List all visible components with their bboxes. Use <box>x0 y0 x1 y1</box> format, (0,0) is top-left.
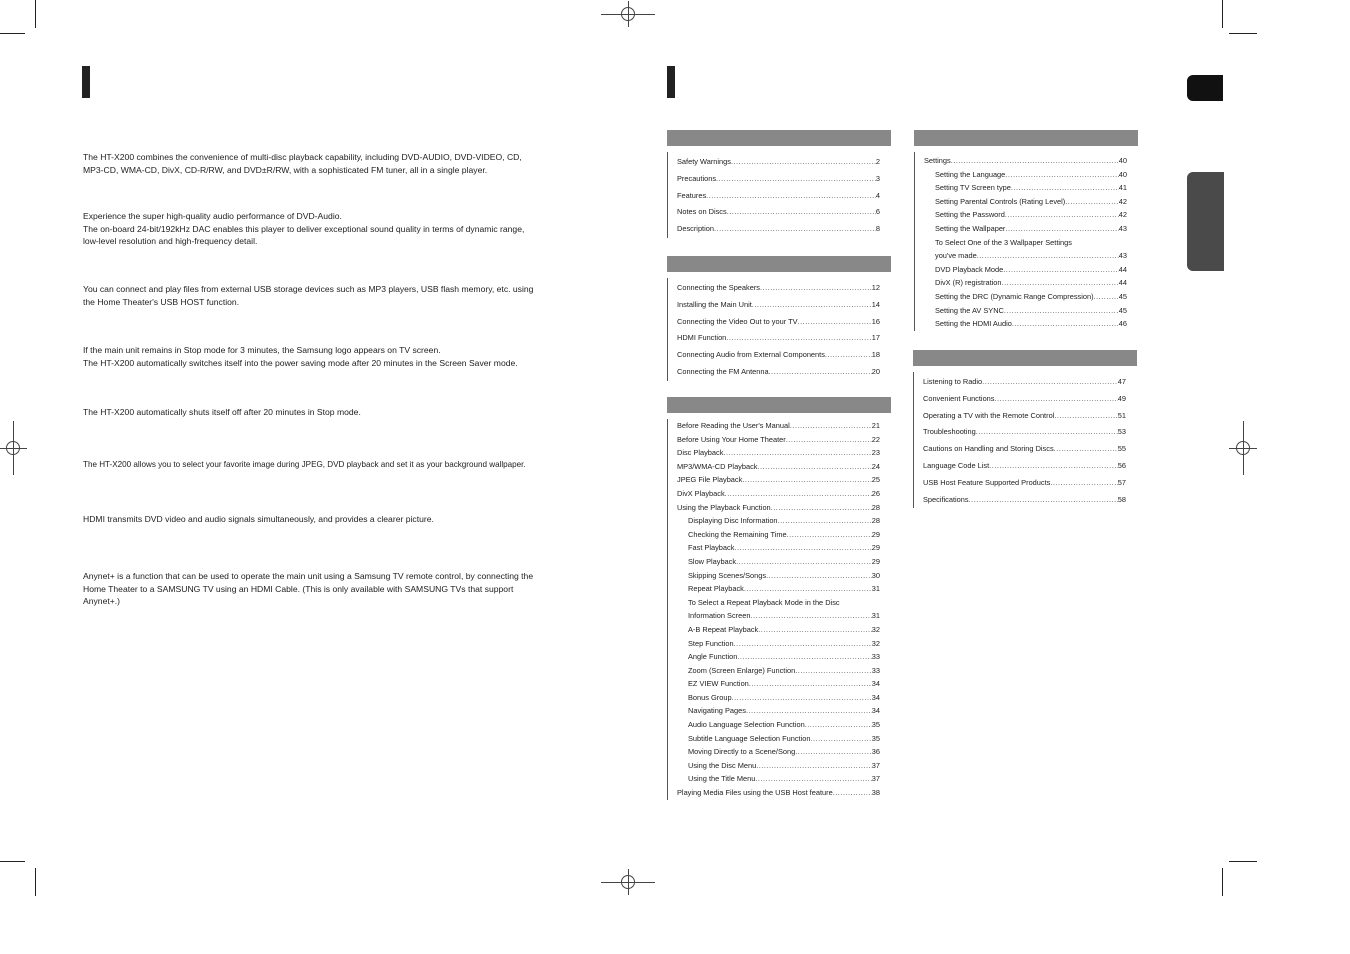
toc-entry-title: Operating a TV with the Remote Control <box>923 410 1055 420</box>
crop-mark-bottom-right-h <box>1229 861 1257 862</box>
toc-entry <box>924 195 1138 209</box>
toc-leader-dots <box>1094 290 1119 304</box>
toc-entry-page: 29 <box>871 543 880 553</box>
toc-entry <box>923 492 1137 509</box>
toc-entry <box>924 181 1138 195</box>
toc-leader-dots <box>736 555 872 569</box>
toc-entry-page: 3 <box>875 173 880 183</box>
toc-leader-dots <box>795 745 872 759</box>
toc-entry <box>677 650 891 664</box>
crop-mark-bottom-right-v <box>1222 868 1223 896</box>
toc-entry <box>677 188 891 205</box>
toc-entry-page: 32 <box>871 624 880 634</box>
toc-entry-title: To Select a Repeat Playback Mode in the Disc <box>688 597 840 607</box>
toc-entry <box>923 424 1137 441</box>
toc-leader-dots <box>734 637 872 651</box>
toc-entry-title: A-B Repeat Playback <box>688 624 759 634</box>
toc-entry-page: 31 <box>871 611 880 621</box>
toc-entry <box>677 330 891 347</box>
toc-entry-title: Settings <box>924 156 951 165</box>
toc-leader-dots <box>995 391 1118 408</box>
toc-leader-dots <box>744 582 872 596</box>
toc-entry <box>677 221 891 238</box>
toc-entry-title: Bonus Group <box>688 692 732 702</box>
toc-leader-dots <box>769 364 872 381</box>
toc-entry <box>677 154 891 171</box>
toc-leader-dots <box>1054 441 1118 458</box>
crop-mark-bottom-left-h <box>0 861 25 862</box>
toc-entry-page: 41 <box>1118 183 1127 193</box>
toc-entry-page: 40 <box>1118 156 1127 165</box>
toc-entry <box>677 623 891 637</box>
toc-entry-title: Repeat Playback <box>688 584 744 594</box>
toc-entry-title: Connecting the Speakers <box>677 283 760 292</box>
toc-leader-dots <box>1065 195 1119 209</box>
toc-entry <box>924 154 1138 168</box>
toc-entry-page: 12 <box>871 283 880 292</box>
toc-entry-title: Setting the Password <box>935 210 1005 220</box>
toc-entry-page: 29 <box>871 529 880 539</box>
toc-section-misc <box>913 350 1137 508</box>
toc-entry <box>677 473 891 487</box>
toc-leader-dots <box>977 249 1119 263</box>
features-title-bar <box>82 66 90 98</box>
toc-entry-title: Fast Playback <box>688 543 735 553</box>
toc-leader-dots <box>1005 168 1118 182</box>
toc-entry-page: 45 <box>1118 291 1127 301</box>
toc-entry-page: 8 <box>875 224 880 234</box>
toc-leader-dots <box>758 623 872 637</box>
toc-entry <box>677 718 891 732</box>
toc-entry <box>677 555 891 569</box>
toc-entry-title: Language Code List <box>923 460 990 470</box>
toc-entry-page: 37 <box>871 774 880 784</box>
toc-entry-title: Angle Function <box>688 652 738 662</box>
toc-entry <box>677 596 891 610</box>
toc-entry-page: 45 <box>1118 305 1127 315</box>
toc-entry-title: Convenient Functions <box>923 393 995 403</box>
toc-entry-page: 29 <box>871 556 880 566</box>
toc-entry <box>677 569 891 583</box>
toc-entry-page: 18 <box>871 350 880 360</box>
toc-entry <box>677 759 891 773</box>
toc-entry-title: Troubleshooting <box>923 427 976 437</box>
toc-leader-dots <box>969 492 1118 509</box>
toc-entry <box>924 317 1138 331</box>
toc-entry-title: Navigating Pages <box>688 706 746 716</box>
toc-entry-title: Description <box>677 224 714 234</box>
toc-leader-dots <box>1011 181 1119 195</box>
toc-leader-dots <box>716 171 876 188</box>
toc-entry <box>923 374 1137 391</box>
toc-section-prep <box>667 130 891 238</box>
toc-leader-dots <box>760 280 872 297</box>
toc-entry-page: 34 <box>871 679 880 689</box>
toc-entry <box>677 347 891 364</box>
feature-8: Anynet+ is a function that can be used to operate the main unit using a Samsung TV remote control, by connecting the Home Theater to a SAMSUNG TV using an HDMI Cable. (This is only available with SAMSUNG TVs that support Anynet+.) <box>83 571 534 607</box>
toc-leader-dots <box>976 424 1118 441</box>
toc-entry-page: 35 <box>871 733 880 743</box>
toc-leader-dots <box>732 691 872 705</box>
toc-entry <box>677 772 891 786</box>
toc-leader-dots <box>752 297 872 314</box>
toc-entry-page: 33 <box>871 665 880 675</box>
toc-entry <box>924 304 1138 318</box>
toc-entry-page: 24 <box>871 461 880 471</box>
toc-leader-dots <box>756 759 872 773</box>
section-header-bar <box>667 130 891 146</box>
toc-entry <box>924 290 1138 304</box>
toc-entry <box>924 168 1138 182</box>
toc-leader-dots <box>727 204 876 221</box>
toc-entry <box>677 609 891 623</box>
toc-entry <box>677 297 891 314</box>
toc-entry-title: Using the Playback Function <box>677 502 771 512</box>
toc-entry-title: Skipping Scenes/Songs <box>688 570 767 580</box>
toc-entry-title: DivX Playback <box>677 488 725 498</box>
toc-leader-dots <box>771 501 872 515</box>
toc-entry-page: 28 <box>871 516 880 526</box>
feature-3: You can connect and play files from external USB storage devices such as MP3 players, USB flash memory, etc. using the Home Theater's USB HOST function. <box>83 284 534 307</box>
toc-entry <box>677 541 891 555</box>
toc-entry <box>923 391 1137 408</box>
toc-leader-dots <box>750 609 871 623</box>
toc-entry-title: Setting the HDMI Audio <box>935 319 1012 329</box>
toc-leader-dots <box>755 772 871 786</box>
toc-entry <box>677 364 891 381</box>
toc-entry-title: JPEG File Playback <box>677 475 743 485</box>
toc-entry <box>677 528 891 542</box>
toc-entry <box>677 664 891 678</box>
toc-entry <box>677 280 891 297</box>
toc-leader-dots <box>749 677 872 691</box>
crop-mark-bottom-left-v <box>35 868 36 896</box>
toc-entry-title: Zoom (Screen Enlarge) Function <box>688 665 796 675</box>
feature-2: Experience the super high-quality audio performance of DVD-Audio. The on-board 24-bit/192kHz DAC enables this player to deliver exceptional sound quality in terms of dynamic range, low-level resolution and high-frequency detail. <box>83 211 525 247</box>
toc-entry-page: 42 <box>1118 210 1127 220</box>
toc-entry-title: Setting the AV SYNC <box>935 305 1004 315</box>
toc-entry-title: Features <box>677 190 707 200</box>
toc-entry-title: Setting the Language <box>935 169 1006 179</box>
toc-entry <box>677 514 891 528</box>
toc-entry <box>923 458 1137 475</box>
toc-entry <box>677 732 891 746</box>
toc-entry-page: 16 <box>871 316 880 326</box>
toc-entry-page: 55 <box>1117 444 1126 454</box>
toc-entry-title: Connecting the Video Out to your TV <box>677 316 798 326</box>
toc-entry-page: 6 <box>875 207 880 217</box>
section-header-bar <box>667 397 891 413</box>
toc-entry-page: 32 <box>871 638 880 648</box>
toc-entry-page: 57 <box>1117 477 1126 487</box>
toc-entry-title: you've made <box>935 251 977 261</box>
toc-leader-dots <box>731 154 876 171</box>
toc-entry-page: 28 <box>871 502 880 512</box>
toc-leader-dots <box>1050 475 1117 492</box>
toc-entry-page: 43 <box>1118 251 1127 261</box>
toc-entry-page: 23 <box>871 448 880 458</box>
toc-entry-title: To Select One of the 3 Wallpaper Settings <box>935 237 1072 247</box>
toc-entry <box>677 204 891 221</box>
crop-mark-top-left-v <box>35 0 36 28</box>
toc-entry-title: Playing Media Files using the USB Host feature <box>677 788 833 798</box>
toc-entry <box>924 276 1138 290</box>
toc-entry-title: Moving Directly to a Scene/Song <box>688 747 796 757</box>
toc-entry-title: DVD Playback Mode <box>935 264 1004 274</box>
toc-leader-dots <box>734 541 871 555</box>
toc-leader-dots <box>798 314 872 331</box>
toc-entry-title: Installing the Main Unit <box>677 299 752 309</box>
toc-entry-title: DivX (R) registration <box>935 278 1002 288</box>
toc-entry-title: Safety Warnings <box>677 157 731 166</box>
toc-leader-dots <box>951 154 1119 168</box>
toc-entry-title: Displaying Disc Information <box>688 516 778 526</box>
toc-entry <box>677 637 891 651</box>
crop-mark-top-left-h <box>0 33 25 34</box>
section-tab <box>1187 172 1224 271</box>
toc-leader-dots <box>982 374 1118 391</box>
toc-leader-dots <box>790 419 872 433</box>
toc-entry-page: 2 <box>875 157 880 166</box>
toc-entry-page: 36 <box>871 747 880 757</box>
toc-entry <box>677 691 891 705</box>
toc-leader-dots <box>714 221 876 238</box>
toc-entry-page: 35 <box>871 720 880 730</box>
toc-section-setup <box>914 130 1138 331</box>
toc-entry-page: 44 <box>1118 264 1127 274</box>
toc-entry-page: 26 <box>871 488 880 498</box>
toc-entry-title: Audio Language Selection Function <box>688 720 805 730</box>
toc-entry <box>923 441 1137 458</box>
toc-entry-title: Setting the Wallpaper <box>935 223 1006 233</box>
toc-entry-page: 22 <box>871 434 880 444</box>
feature-4: If the main unit remains in Stop mode for 3 minutes, the Samsung logo appears on TV screen. The HT-X200 automatically switches itself into the power saving mode after 20 minutes in the Screen Saver mode. <box>83 345 518 368</box>
toc-entry <box>677 171 891 188</box>
toc-entry-page: 4 <box>875 190 880 200</box>
toc-entry-title: Connecting Audio from External Components <box>677 350 825 360</box>
crop-mark-top-right-v <box>1222 0 1223 28</box>
toc-leader-dots <box>706 188 876 205</box>
toc-entry <box>677 446 891 460</box>
toc-entry-title: EZ VIEW Function <box>688 679 749 689</box>
feature-6: The HT-X200 allows you to select your favorite image during JPEG, DVD playback and set it as your background wallpaper. <box>83 460 526 469</box>
toc-entry-page: 25 <box>871 475 880 485</box>
toc-entry <box>924 249 1138 263</box>
toc-entry <box>924 222 1138 236</box>
toc-entry <box>677 487 891 501</box>
toc-entry-title: Specifications <box>923 494 969 504</box>
toc-entry-title: MP3/WMA-CD Playback <box>677 461 758 471</box>
toc-leader-dots <box>1005 208 1119 222</box>
toc-leader-dots <box>778 514 872 528</box>
toc-entry-title: Listening to Radio <box>923 377 983 386</box>
toc-entry-page: 33 <box>871 652 880 662</box>
toc-entry-title: Setting the DRC (Dynamic Range Compression) <box>935 291 1094 301</box>
toc-entry <box>677 460 891 474</box>
toc-entry-page: 34 <box>871 692 880 702</box>
toc-section-connections <box>667 256 891 381</box>
toc-entry <box>677 704 891 718</box>
toc-entry-page: 31 <box>871 584 880 594</box>
toc-leader-dots <box>786 433 872 447</box>
toc-leader-dots <box>1004 304 1119 318</box>
toc-leader-dots <box>810 732 871 746</box>
toc-leader-dots <box>1003 263 1119 277</box>
toc-entry-title: Connecting the FM Antenna <box>677 366 769 376</box>
toc-entry-title: Disc Playback <box>677 448 724 458</box>
toc-entry <box>923 475 1137 492</box>
feature-7: HDMI transmits DVD video and audio signals simultaneously, and provides a clearer picture. <box>83 514 434 524</box>
toc-entry <box>677 314 891 331</box>
toc-leader-dots <box>833 786 872 800</box>
toc-leader-dots <box>1002 276 1119 290</box>
toc-entry-page: 21 <box>871 421 880 430</box>
toc-entry-page: 17 <box>871 333 880 343</box>
toc-leader-dots <box>825 347 872 364</box>
toc-leader-dots <box>758 460 872 474</box>
toc-entry-title: Precautions <box>677 173 717 183</box>
toc-entry-title: Cautions on Handling and Storing Discs <box>923 444 1054 454</box>
section-header-bar <box>667 256 891 272</box>
toc-entry-page: 40 <box>1118 169 1127 179</box>
toc-entry-page: 46 <box>1118 319 1127 329</box>
toc-entry <box>677 433 891 447</box>
toc-entry-page: 20 <box>871 366 880 376</box>
toc-entry-page: 51 <box>1117 410 1126 420</box>
toc-leader-dots <box>805 718 872 732</box>
toc-entry-page: 44 <box>1118 278 1127 288</box>
toc-entry-title: Before Reading the User's Manual <box>677 421 790 430</box>
section-header-bar <box>913 350 1137 366</box>
toc-entry-title: Information Screen <box>688 611 751 621</box>
toc-entry-page: 53 <box>1117 427 1126 437</box>
toc-entry-title: Step Function <box>688 638 734 648</box>
toc-entry-title: Using the Disc Menu <box>688 760 757 770</box>
toc-entry <box>677 786 891 800</box>
crop-mark-top-right-h <box>1229 33 1257 34</box>
toc-entry-title: Before Using Your Home Theater <box>677 434 786 444</box>
toc-entry-page: 58 <box>1117 494 1126 504</box>
toc-entry-title: Using the Title Menu <box>688 774 756 784</box>
toc-entry <box>677 501 891 515</box>
toc-entry <box>924 263 1138 277</box>
toc-entry-title: Setting Parental Controls (Rating Level) <box>935 196 1066 206</box>
toc-leader-dots <box>725 487 872 501</box>
feature-1: The HT-X200 combines the convenience of multi-disc playback capability, including DVD-AUDIO, DVD-VIDEO, CD, MP3-CD, WMA-CD, DivX, CD-R/RW, and DVD±R/RW, with a sophisticated FM tuner, all in a single player. <box>83 152 522 175</box>
contents-title-bar <box>667 66 675 98</box>
toc-entry-title: Checking the Remaining Time <box>688 529 787 539</box>
toc-leader-dots <box>746 704 872 718</box>
toc-leader-dots <box>766 569 872 583</box>
toc-entry <box>677 745 891 759</box>
toc-entry <box>923 408 1137 425</box>
toc-entry-page: 49 <box>1117 393 1126 403</box>
toc-leader-dots <box>1054 408 1117 425</box>
toc-entry-title: Notes on Discs <box>677 207 727 217</box>
toc-leader-dots <box>1005 222 1118 236</box>
toc-entry-title: Setting TV Screen type <box>935 183 1011 193</box>
toc-entry-page: 38 <box>871 788 880 798</box>
toc-leader-dots <box>787 528 872 542</box>
toc-section-operation <box>667 397 891 800</box>
toc-entry <box>677 419 891 433</box>
toc-leader-dots <box>723 446 871 460</box>
toc-entry-title: USB Host Feature Supported Products <box>923 477 1051 487</box>
language-tab <box>1187 75 1223 101</box>
toc-entry <box>924 208 1138 222</box>
toc-entry-page: 34 <box>871 706 880 716</box>
toc-entry <box>677 677 891 691</box>
toc-entry-title: Subtitle Language Selection Function <box>688 733 811 743</box>
toc-leader-dots <box>726 330 871 347</box>
toc-entry-page: 42 <box>1118 196 1127 206</box>
toc-entry <box>924 236 1138 250</box>
toc-entry <box>677 582 891 596</box>
toc-entry-page: 30 <box>871 570 880 580</box>
toc-entry-title: Slow Playback <box>688 556 737 566</box>
toc-leader-dots <box>795 664 872 678</box>
toc-leader-dots <box>989 458 1118 475</box>
toc-entry-page: 43 <box>1118 223 1127 233</box>
feature-5: The HT-X200 automatically shuts itself off after 20 minutes in Stop mode. <box>83 407 361 417</box>
toc-entry-title: HDMI Function <box>677 333 727 343</box>
toc-entry-page: 37 <box>871 760 880 770</box>
toc-entry-page: 14 <box>871 299 880 309</box>
toc-entry-page: 47 <box>1117 377 1126 386</box>
section-header-bar <box>914 130 1138 146</box>
toc-leader-dots <box>742 473 871 487</box>
toc-leader-dots <box>737 650 871 664</box>
toc-leader-dots <box>1012 317 1119 331</box>
toc-entry-page: 56 <box>1117 460 1126 470</box>
